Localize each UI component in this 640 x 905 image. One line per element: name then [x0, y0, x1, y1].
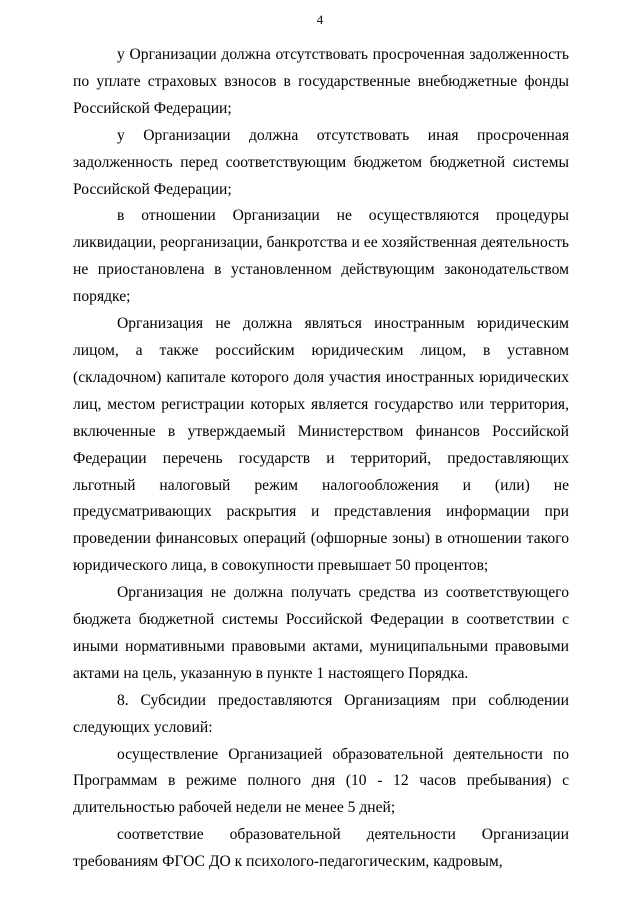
paragraph-item-8: 8. Субсидии предоставляются Организациям при соблюдении следующих условий: — [73, 691, 569, 736]
document-body — [73, 42, 569, 876]
paragraph-not-foreign-entity: Организация не должна являться иностранным юридическим лицом, а также российским юридическим лицом, в уставном (складочном) капитале которого доля участия иностранных юридических лиц, местом регистрации которых является государство или территория, включенные в утверждаемый Министерством финансов Российской Федерации перечень государств и территорий, предоставляющих льготный налоговый режим налогообложения и (или) не предусматривающих раскрытия и представления информации при проведении финансовых операций (офшорные зоны) в отношении такого юридического лица, в совокупности превышает 50 процентов; — [73, 315, 569, 575]
paragraph-no-other-funding: Организация не должна получать средства из соответствующего бюджета бюджетной системы Российской Федерации в соответствии с иными нормативными правовыми актами, муниципальными правовыми актами на цель, указанную в пункте 1 настоящего Порядка. — [73, 584, 569, 682]
page-number: 4 — [316, 12, 324, 27]
paragraph-no-budget-debt: у Организации должна отсутствовать иная просроченная задолженность перед соответствующим бюджетом бюджетной системы Российской Федерации; — [73, 126, 569, 198]
paragraph-fgos-compliance: соответствие образовательной деятельности Организации требованиям ФГОС ДО к психолого-педагогическим, кадровым, — [73, 826, 569, 871]
paragraph-no-liquidation: в отношении Организации не осуществляются процедуры ликвидации, реорганизации, банкротства и ее хозяйственная деятельность не приостановлена в установленном действующим законодательством порядке; — [73, 207, 569, 306]
paragraph-full-day-program: осуществление Организацией образовательной деятельности по Программам в режиме полного дня (10 - 12 часов пребывания) с длительностью рабочей недели не менее 5 дней; — [73, 745, 569, 817]
paragraph-no-insurance-debt: у Организации должна отсутствовать просроченная задолженность по уплате страховых взносов в государственные внебюджетные фонды Российской Федерации; — [73, 46, 569, 117]
